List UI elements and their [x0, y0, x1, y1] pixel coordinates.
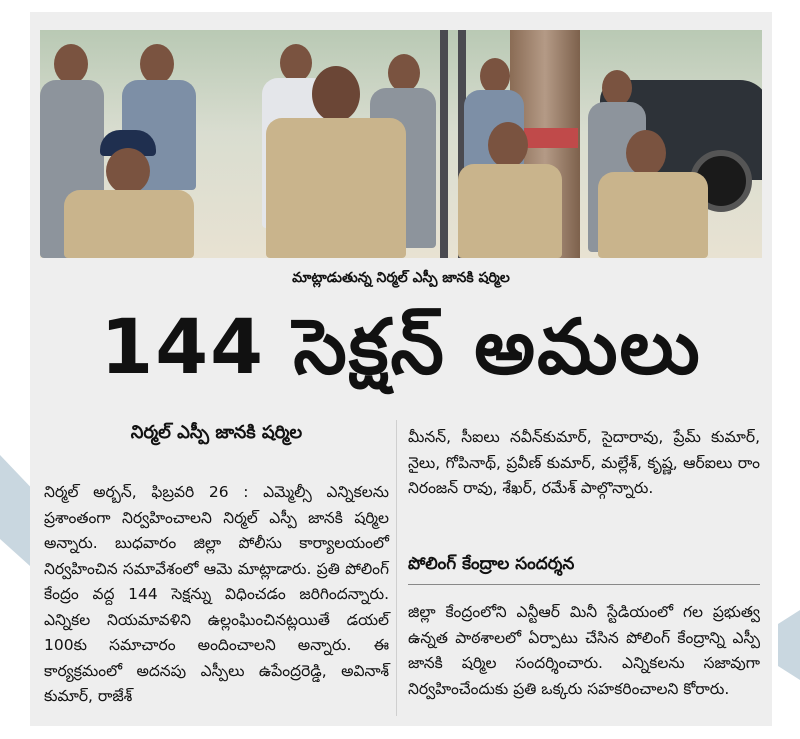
photo-caption: మాట్లాడుతున్న నిర్మల్ ఎస్పీ జానకి షర్మిల: [292, 270, 510, 286]
subheading-underline: [408, 584, 760, 585]
body-paragraph: నిర్మల్ అర్బన్, ఫిబ్రవరి 26 : ఎమ్మెల్సీ ఎన్నికలను ప్రశాంతంగా నిర్వహించాలని నిర్మల్ ఎస్పీ జానకి షర్మిల అన్నారు. బుధవారం జిల్లా పోలీసు కార్యాలయంలో నిర్వహించిన సమావేశంలో ఆమె మాట్లాడారు. ప్రతి పోలింగ్ కేంద్రం వద్ద 144 సెక్షన్ను విధించడం జరిగిందన్నారు. ఎన్నికల నియమావళిని ఉల్లంఘించినట్లయితే డయల్ 100కు సమాచారం అందించాలని అన్నారు. ఈ కార్యక్రమంలో అదనపు ఎస్పీలు ఉపేంద్రరెడ్డి, అవినాశ్ కుమార్, రాజేశ్: [44, 483, 389, 705]
byline: నిర్మల్ ఎస్పీ జానకి షర్మిల: [130, 422, 303, 443]
subheading: పోలింగ్ కేంద్రాల సందర్శన: [408, 554, 575, 574]
body-paragraph: మీనన్, సీఐలు నవీన్‌కుమార్, సైదారావు, ప్రేమ్ కుమార్, నైలు, గోపినాథ్, ప్రవీణ్ కుమార్, మల్లేశ్, కృష్ణ, ఆర్ఐలు రాం నిరంజన్ రావు, శేఖర్, రమేశ్ పాల్గొన్నారు.: [408, 428, 760, 497]
article-photo: [40, 30, 762, 258]
article-body-right-bottom: [408, 600, 760, 702]
newspaper-clipping: [30, 12, 772, 726]
headline: 144 సెక్షన్ అమలు: [100, 302, 702, 391]
photo-pole: [440, 30, 448, 258]
background-shape-right: [778, 610, 800, 680]
column-divider: [396, 420, 397, 716]
body-paragraph: జిల్లా కేంద్రంలోని ఎన్టీఆర్ మినీ స్టేడియంలో గల ప్రభుత్వ ఉన్నత పాఠశాలలో ఏర్పాటు చేసిన పోలింగ్ కేంద్రాన్ని ఎస్పీ జానకి షర్మిల సందర్శించారు. ఎన్నికలను సజావుగా నిర్వహించేందుకు ప్రతి ఒక్కరు సహకరించాలని కోరారు.: [408, 603, 760, 698]
article-body-left: [44, 480, 389, 710]
article-body-right-top: [408, 425, 760, 502]
